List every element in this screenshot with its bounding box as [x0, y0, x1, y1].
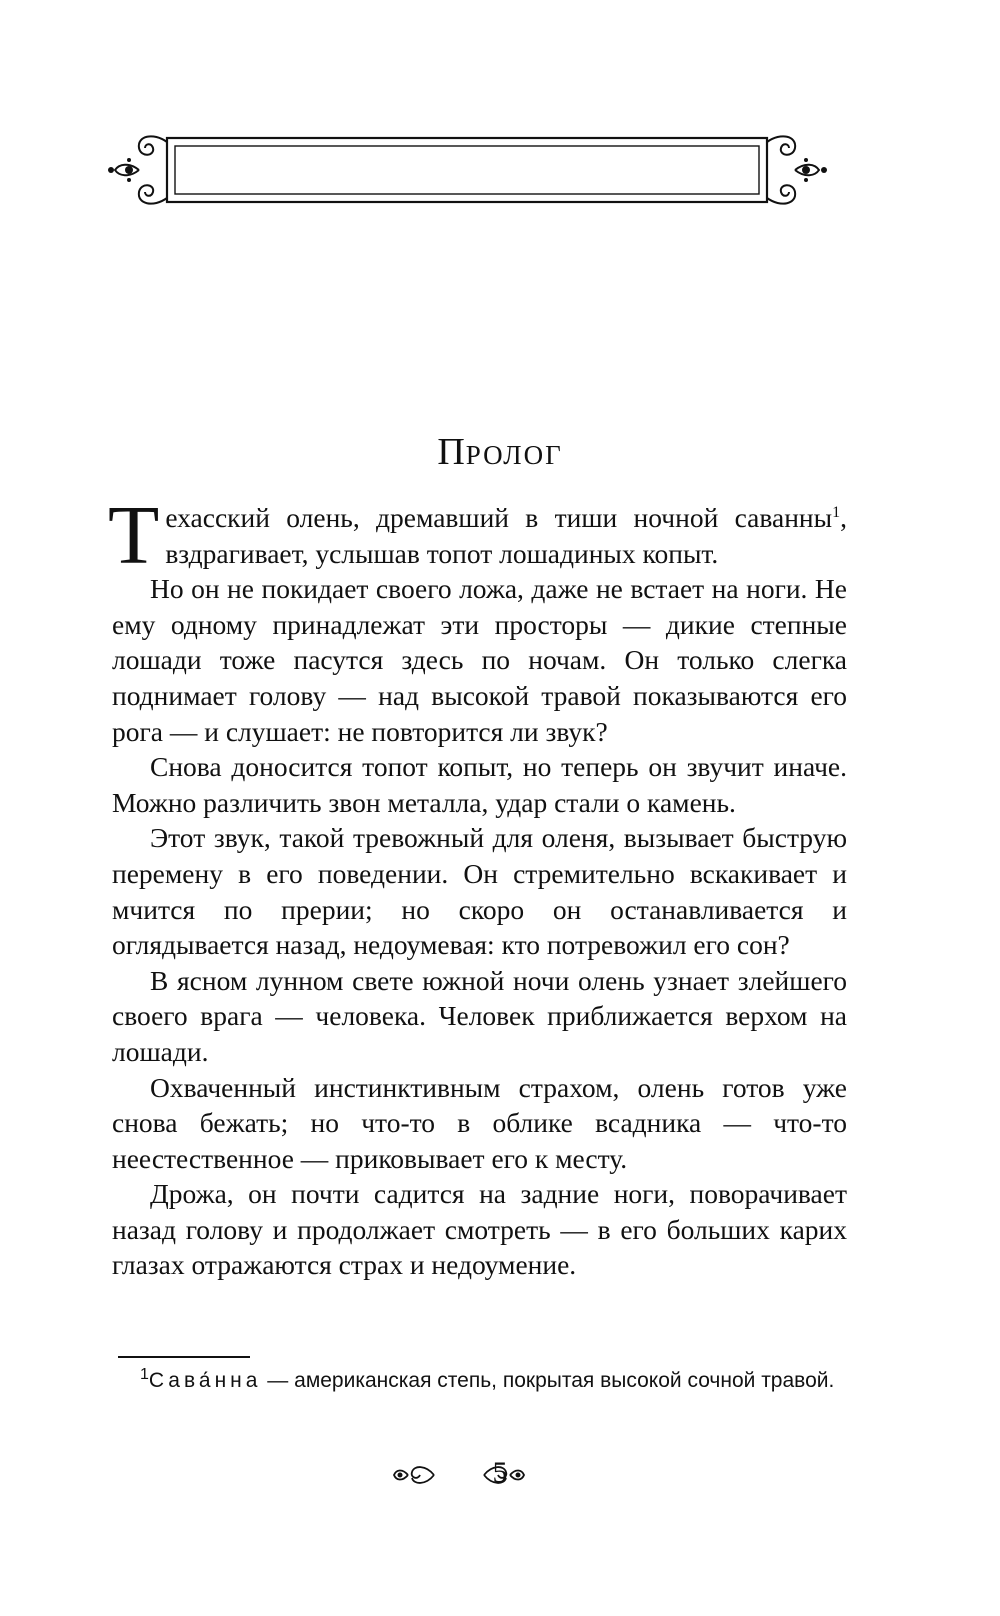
paragraph: Снова доносится топот копыт, но теперь он звучит иначе. Можно различить звон металла, удар стали о камень.: [112, 751, 847, 818]
title-initial: П: [437, 431, 466, 473]
page-number: 5: [492, 1456, 508, 1489]
paragraph: [108, 489, 847, 582]
footnote-ref[interactable]: 1: [832, 503, 841, 521]
paragraph: В ясном лунном свете южной ночи олень узнает злейшего своего врага — человека. Человек приближается верхом на лошади.: [112, 964, 847, 1067]
paragraph-text: ехасский олень, дремавший в тиши ночной саванны: [165, 502, 833, 533]
paragraph: Дрожа, он почти садится на задние ноги, поворачивает назад голову и продолжает смотреть — в его больших карих глазах отражаются страх и недоумение.: [112, 1178, 847, 1281]
paragraph-text: , вздрагивает, услышав топот лошадиных копыт.: [165, 502, 847, 569]
header-ornament: [105, 130, 830, 210]
page-number-ornament-right-icon: [480, 1460, 528, 1490]
footnote: [112, 1366, 847, 1396]
chapter-title: [0, 430, 1000, 474]
title-rest: РОЛОГ: [465, 440, 563, 470]
footnote-term: Сава́нна: [148, 1369, 262, 1392]
paragraph: Но он не покидает своего ложа, даже не встает на ноги. Не ему одному принадлежат эти просторы — дикие степные лошади тоже пасутся здесь по ночам. Он только слегка поднимает голову — над высокой травой показываются его рога — и слушает: не повторится ли звук?: [112, 573, 847, 747]
footnote-text: — американская степь, покрытая высокой сочной травой.: [261, 1369, 835, 1392]
footnote-divider: [118, 1356, 250, 1358]
paragraph: Этот звук, такой тревожный для оленя, вызывает быструю перемену в его поведении. Он стремительно вскакивает и мчится по прерии; но скоро он останавливается и оглядывается назад, недоумевая: кто потревожил его сон?: [112, 822, 847, 961]
paragraph: Охваченный инстинктивным страхом, олень готов уже снова бежать; но что-то в облике всадника — что-то неестественное — приковывает его к месту.: [112, 1071, 847, 1174]
drop-cap: Т: [108, 489, 160, 582]
footnote-mark: 1: [140, 1366, 149, 1383]
body-text: [108, 489, 847, 1283]
